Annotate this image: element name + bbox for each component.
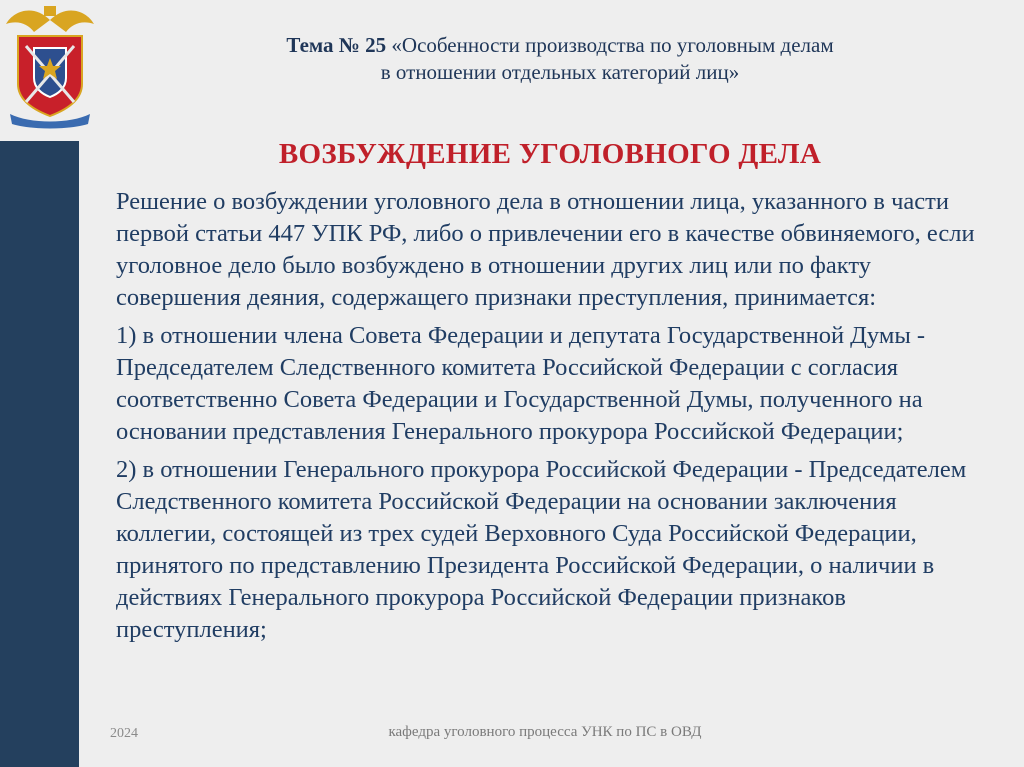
left-sidebar-band bbox=[0, 141, 79, 767]
footer-department: кафедра уголовного процесса УНК по ПС в ОВД bbox=[388, 724, 702, 740]
paragraph-item-2: 2) в отношении Генерального прокурора Российской Федерации - Председателем Следственного комитета Российской Федерации на основании заключения коллегии, состоящей из трех судей Верховного Суда Российской Федерации, принятого по представлению Президента Российской Федерации, о наличии в действиях Генерального прокурора Российской Федерации признаков преступления; bbox=[116, 456, 967, 643]
section-heading: ВОЗБУЖДЕНИЕ УГОЛОВНОГО ДЕЛА bbox=[278, 138, 822, 170]
topic-title-line2: в отношении отдельных категорий лиц» bbox=[380, 60, 740, 84]
police-academy-emblem-icon bbox=[4, 2, 96, 130]
paragraph-intro: Решение о возбуждении уголовного дела в отношении лица, указанного в части первой статьи 447 УПК РФ, либо о привлечении его в качестве обвиняемого, если уголовное дело было возбуждено в отношении других лиц или по факту совершения деяния, содержащего признаки преступления, принимается: bbox=[116, 188, 975, 311]
footer-year: 2024 bbox=[110, 726, 138, 741]
topic-title-line1: «Особенности производства по уголовным делам bbox=[391, 33, 834, 57]
slide-body bbox=[116, 186, 996, 652]
topic-title bbox=[200, 32, 920, 86]
topic-number: Тема № 25 bbox=[286, 33, 387, 57]
paragraph-item-1: 1) в отношении члена Совета Федерации и депутата Государственной Думы - Председателем Следственного комитета Российской Федерации с согласия соответственно Совета Федерации и Государственной Думы, полученного на основании представления Генерального прокурора Российской Федерации; bbox=[116, 322, 926, 445]
